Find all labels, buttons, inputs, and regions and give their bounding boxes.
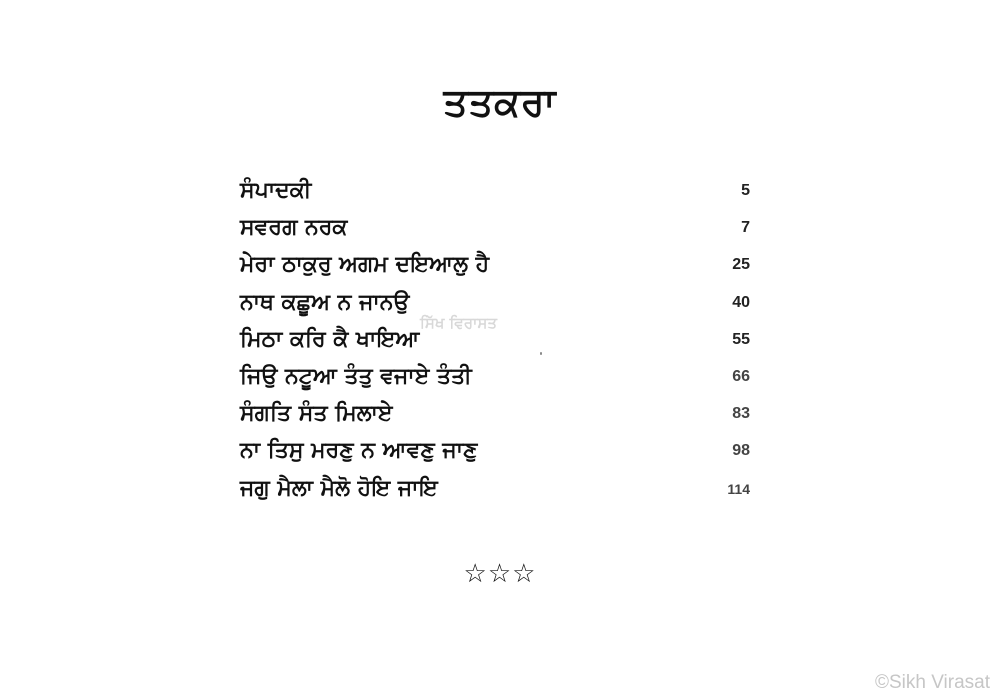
toc-entry-title: ਮੇਰਾ ਠਾਕੁਰੁ ਅਗਮ ਦਇਆਲੁ ਹੈ <box>240 252 490 278</box>
toc-entry-title: ਜਗੁ ਮੈਲਾ ਮੈਲੋ ਹੋਇ ਜਾਇ <box>240 475 438 501</box>
copyright-watermark: ©Sikh Virasat <box>874 672 990 693</box>
toc-entry-title: ਮਿਠਾ ਕਰਿ ਕੈ ਖਾਇਆ <box>240 326 420 352</box>
toc-entry-title: ਸੰਪਾਦਕੀ <box>240 178 312 203</box>
toc-entry <box>238 396 758 433</box>
toc-entry-title: ਨਾਥ ਕਛੂਅ ਨ ਜਾਨਉ <box>240 289 410 315</box>
toc-entry-title: ਸਵਰਗ ਨਰਕ <box>240 215 348 241</box>
toc-entry <box>238 322 758 359</box>
inline-watermark: ਸਿੱਖ ਵਿਰਾਸਤ <box>420 314 497 332</box>
toc-entry-page: 114 <box>727 480 750 497</box>
toc-entry <box>238 247 758 284</box>
toc-entry <box>238 471 758 508</box>
toc-entry <box>238 285 758 322</box>
toc-entry <box>238 210 758 247</box>
toc-entry-page: 5 <box>741 182 750 199</box>
toc-entry-title: ਸੰਗਤਿ ਸੰਤ ਮਿਲਾਏ <box>240 401 393 427</box>
star-ornament: ☆☆☆ <box>463 559 537 589</box>
toc-entry-page: 55 <box>732 330 750 348</box>
table-of-contents <box>238 173 758 508</box>
toc-entry-page: 40 <box>732 293 750 311</box>
page-title: ਤਤਕਰਾ <box>443 80 557 124</box>
toc-entry <box>238 433 758 470</box>
toc-entry-title: ਨਾ ਤਿਸੁ ਮਰਣੁ ਨ ਆਵਣੁ ਜਾਣੁ <box>240 438 478 464</box>
toc-entry <box>238 173 758 210</box>
toc-entry-page: 66 <box>732 367 750 385</box>
toc-entry <box>238 359 758 396</box>
toc-entry-page: 25 <box>732 256 750 274</box>
toc-entry-title: ਜਿਉ ਨਟੂਆ ਤੰਤੁ ਵਜਾਏ ਤੰਤੀ <box>240 363 472 389</box>
toc-entry-page: 83 <box>732 405 750 423</box>
toc-entry-page: 98 <box>732 442 750 460</box>
print-speck <box>540 352 542 355</box>
toc-entry-page: 7 <box>741 219 750 237</box>
